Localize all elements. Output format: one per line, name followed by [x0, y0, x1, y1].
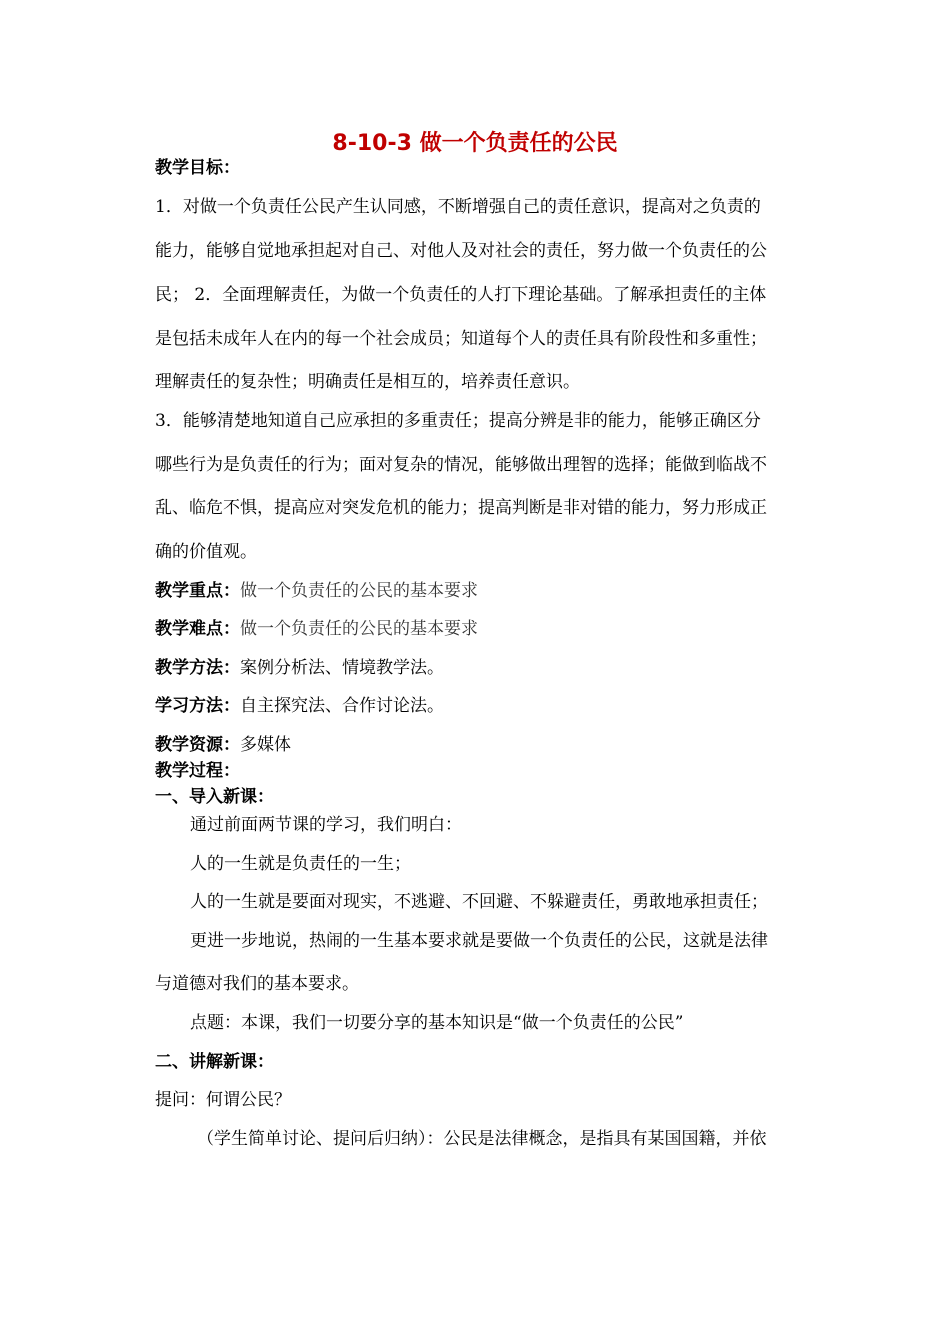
difficulties-label: 教学难点： [155, 619, 240, 639]
learning-method-row [155, 696, 444, 716]
section2-question: 提问：何谓公民？ [155, 1090, 291, 1110]
section2-answer: （学生简单讨论、提问后归纳）：公民是法律概念，是指具有某国国籍，并依 [197, 1129, 767, 1149]
section2-heading: 二、讲解新课： [155, 1052, 274, 1072]
section1-line-3: 人的一生就是要面对现实，不逃避、不回避、不躲避责任，勇敢地承担责任； [190, 892, 768, 912]
difficulties-row [155, 619, 478, 639]
objectives-line-4: 是包括未成年人在内的每一个社会成员；知道每个人的责任具有阶段性和多重性； [155, 329, 767, 349]
section1-line-4: 更进一步地说，热闹的一生基本要求就是要做一个负责任的公民，这就是法律 [190, 931, 768, 951]
document-title: 8-10-3 做一个负责任的公民 [332, 131, 618, 156]
resources-row [155, 735, 291, 755]
objectives-line-6: 3．能够清楚地知道自己应承担的多重责任；提高分辨是非的能力，能够正确区分 [155, 411, 761, 431]
objectives-line-9: 确的价值观。 [155, 542, 257, 562]
objectives-line-7: 哪些行为是负责任的行为；面对复杂的情况，能够做出理智的选择；能做到临战不 [155, 455, 767, 475]
objectives-line-3: 民； 2．全面理解责任，为做一个负责任的人打下理论基础。了解承担责任的主体 [155, 285, 767, 305]
objectives-line-5: 理解责任的复杂性；明确责任是相互的，培养责任意识。 [155, 372, 580, 392]
section1-line-2: 人的一生就是负责任的一生； [190, 854, 411, 874]
teaching-method-value: 案例分析法、情境教学法。 [240, 658, 444, 678]
objectives-heading: 教学目标： [155, 158, 240, 178]
key-points-label: 教学重点： [155, 581, 240, 601]
objectives-line-1: 1．对做一个负责任公民产生认同感，不断增强自己的责任意识，提高对之负责的 [155, 197, 761, 217]
section1-line-1: 通过前面两节课的学习，我们明白： [190, 815, 462, 835]
resources-value: 多媒体 [240, 735, 291, 755]
section1-heading: 一、导入新课： [155, 787, 274, 807]
learning-method-value: 自主探究法、合作讨论法。 [240, 696, 444, 716]
section1-line-6: 点题：本课，我们一切要分享的基本知识是“做一个负责任的公民” [190, 1013, 684, 1033]
resources-label: 教学资源： [155, 735, 240, 755]
teaching-method-label: 教学方法： [155, 658, 240, 678]
learning-method-label: 学习方法： [155, 696, 240, 716]
process-heading: 教学过程： [155, 761, 240, 781]
teaching-method-row [155, 658, 444, 678]
objectives-line-8: 乱、临危不惧，提高应对突发危机的能力；提高判断是非对错的能力，努力形成正 [155, 498, 767, 518]
key-points-value: 做一个负责任的公民的基本要求 [240, 581, 478, 601]
key-points-row [155, 581, 478, 601]
objectives-line-2: 能力，能够自觉地承担起对自己、对他人及对社会的责任，努力做一个负责任的公 [155, 241, 767, 261]
difficulties-value: 做一个负责任的公民的基本要求 [240, 619, 478, 639]
section1-line-5: 与道德对我们的基本要求。 [155, 974, 359, 994]
